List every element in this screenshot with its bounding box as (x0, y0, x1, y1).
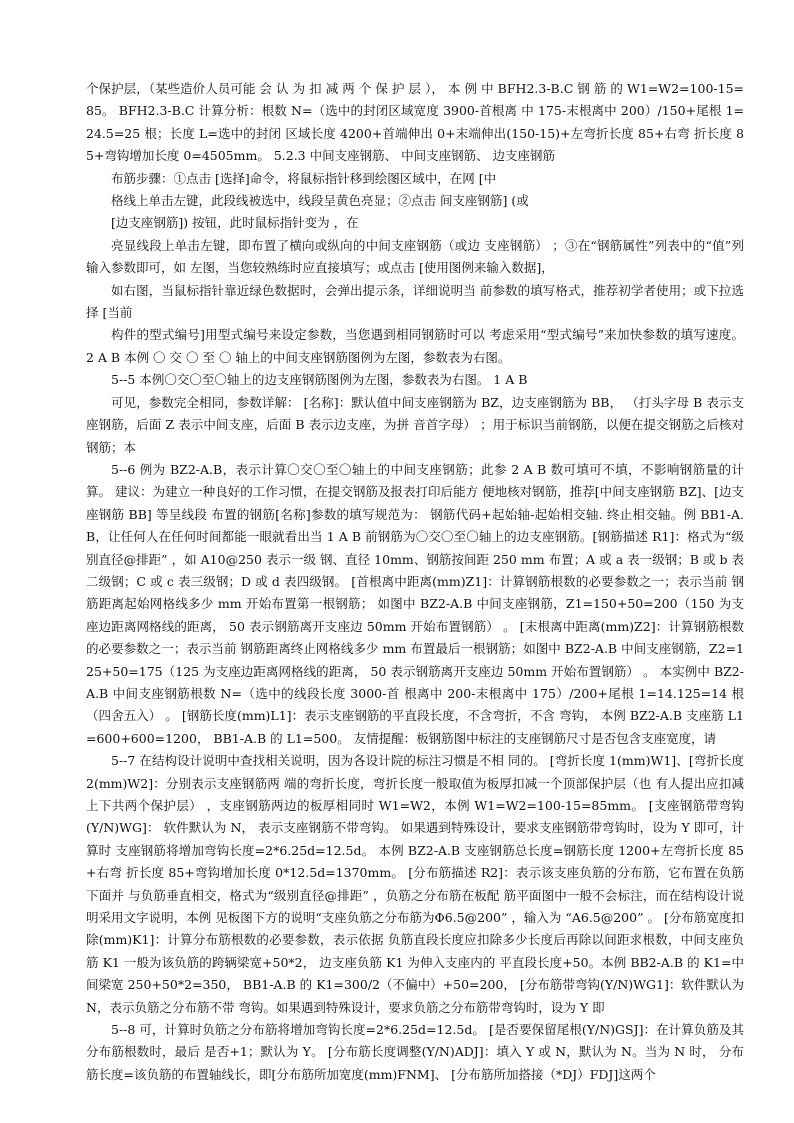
paragraph: 5--5 本例〇交〇至〇轴上的边支座钢筋图例为左图，参数表为右图。 1 A B (111, 372, 528, 388)
paragraph: 5--7 在结构设计说明中查找相关说明，因为各设计院的标注习惯是不相 同的。 [弯折长度 1(mm)W1]、[弯折长度 2(mm)W2]：分别表示支座钢筋两 端的弯折长度，弯折长度一般取值为板厚扣减一个顶部保护层（也 有人提出应扣减上下共两个保护层） ，支座钢筋两边的板厚相同时 W1=W2，本例 W1=W2=100-15=85mm。 [支座钢筋带弯钩(Y/N)WG]： 软件默认为 N， 表示支座钢筋不带弯钩。 如果遇到特殊设计，要求支座钢筋带弯钩时，设为 Y 即可，计算时 支座钢筋将增加弯钩长度=2*6.25d=12.5d。 本例 BZ2-A.B 支座钢筋总长度=钢筋长度 1200+左弯折长度 85+右弯 折长度 85+弯钩增加长度 0*12.5d=1370mm。 [分布筋描述 R2]：表示该支座负筋的分布筋，它布置在负筋下面并 与负筋垂直相交，格式为“级别直径@排距” ，负筋之分布筋在板配 筋平面图中一般不会标注，而在结构设计说明采用文字说明，本例 见板图下方的说明“支座负筋之分布筋为Φ6.5@200” ，输入为 “A6.5@200” 。 [分布筋宽度扣除(mm)K1]：计算分布筋根数的必要参数，表示依据 负筋直段长度应扣除多少长度后再除以间距求根数，中间支座负筋 K1 一般为该负筋的跨辆梁宽+50*2， 边支座负筋 K1 为伸入支座内的 平直段长度+50。本例 BB2-A.B 的 K1=中间梁宽 250+50*2=350， BB1-A.B 的 K1=300/2（不偏中）+50=200， [分布筋带弯钩(Y/N)WG1]：软件默认为 N，表示负筋之分布筋不带 弯钩。如果遇到特殊设计，要求负筋之分布筋带弯钩时，设为 Y 即 (86, 753, 744, 1015)
paragraph: 5--6 例为 BZ2-A.B，表示计算〇交〇至〇轴上的中间支座钢筋；此参 2 A B 数可填可不填，不影响钢筋量的计算。 建议：为建立一种良好的工作习惯，在提交钢筋及报表打印后能方 便地核对钢筋，推荐[中间支座钢筋 BZ]、[边支座钢筋 BB] 等呈线段 布置的钢筋[名称]参数的填写规范为： 钢筋代码+起始轴-起始相交轴. 终止相交轴。例 BB1-A.B，让任何人在任何时间都能一眼就看出当 1 A B 前钢筋为〇交〇至〇轴上的边支座钢筋。[钢筋描述 R1]：格式为“级别直径@排距” ，如 A10@250 表示一级 钢、直径 10mm、钢筋按间距 250 mm 布置；A 或 a 表一级钢；B 或 b 表二级钢；C 或 c 表三级钢；D 或 d 表四级钢。 [首根离中距离(mm)Z1]：计算钢筋根数的必要参数之一；表示当前 钢筋距离起始网格线多少 mm 开始布置第一根钢筋； 如图中 BZ2-A.B 中间支座钢筋，Z1=150+50=200（150 为支座边距离网格线的距离， 50 表示钢筋离开支座边 50mm 开始布置钢筋） 。 [末根离中距离(mm)Z2]：计算钢筋根数的必要参数之一；表示当前 钢筋距离终止网格线多少 mm 布置最后一根钢筋；如图中 BZ2-A.B 中间支座钢筋，Z2=125+50=175（125 为支座边距离网格线的距离， 50 表示钢筋离开支座边 50mm 开始布置钢筋） 。 本实例中 BZ2-A.B 中间支座钢筋根数 N=（选中的线段长度 3000-首 根离中 200-末根离中 175）/200+尾根 1=14.125=14 根（四舍五入） 。 [钢筋长度(mm)L1]：表示支座钢筋的平直段长度，不含弯折，不含 弯钩， 本例 BZ2-A.B 支座筋 L1=600+600=1200， BB1-A.B 的 L1=500。 友情提醒：板钢筋图中标注的支座钢筋尺寸是否包含支座宽度，请 (86, 461, 744, 746)
paragraph: [边支座钢筋]) 按钮，此时鼠标指针变为 ，在 (111, 215, 359, 231)
paragraph: 构件的型式编号]用型式编号来设定参数，当您遇到相同钢筋时可以 考虑采用“型式编号”来加快参数的填写速度。 2 A B 本例 〇 交 〇 至 〇 轴上的中间支座钢筋图例为左图，参数表为右图。 (86, 327, 744, 365)
paragraph: 格线上单击左键，此段线被选中，线段呈黄色亮显；②点击 间支座钢筋] (或 (111, 193, 529, 209)
paragraph: 个保护层，（某些造价人员可能 会 认 为 扣 减 两 个 保 护 层 ）， 本 例 中 BFH2.3-B.C 钢 筋 的 W1=W2=100-15=85。 BFH2.3-B.C 计算分析：根数 N=（选中的封闭区域宽度 3900-首根离 中 175-末根离中 200）/150+尾根 1=24.5=25 根；长度 L=选中的封闭 区域长度 4200+首端伸出 0+末端伸出(150-15)+左弯折长度 85+右弯 折长度 85+弯钩增加长度 0=4505mm。 5.2.3 中间支座钢筋、 中间支座钢筋、 边支座钢筋 (86, 81, 744, 164)
paragraph: 可见，参数完全相同，参数详解： [名称]：默认值中间支座钢筋为 BZ，边支座钢筋为 BB， （打头字母 B 表示支座钢筋，后面 Z 表示中间支座，后面 B 表示边支座，为拼 音首字母） ；用于标识当前钢筋，以便在提交钢筋之后核对钢筋；本 (86, 394, 744, 455)
paragraph: 布筋步骤：①点击 [选择]命令，将鼠标指针移到绘图区域中，在网 [中 (111, 170, 497, 186)
paragraph: 亮显线段上单击左键，即布置了横向或纵向的中间支座钢筋（或边 支座钢筋） ；③在“钢筋属性”列表中的“值”列输入参数即可，如 左图，当您较熟练时应直接填写；或点击 [使用图例来输入数据]， (86, 237, 744, 276)
paragraph: 如右图，当鼠标指针靠近绿色数据时，会弹出提示条，详细说明当 前参数的填写格式，推荐初学者使用；或下拉选择 [当前 (86, 282, 744, 321)
paragraph: 5--8 可，计算时负筋之分布筋将增加弯钩长度=2*6.25d=12.5d。 [是否要保留尾根(Y/N)GSJ]：在计算负筋及其分布筋根数时，最后 是否+1；默认为 Y。 [分布筋长度调整(Y/N)ADJ]：填入 Y 或 N，默认为 N。当为 N 时， 分布筋长度=该负筋的布置轴线长，即[分布筋所加宽度(mm)FNM]、 [分布筋所加搭接（*DJ）FDJ]这两个 (86, 1022, 744, 1082)
